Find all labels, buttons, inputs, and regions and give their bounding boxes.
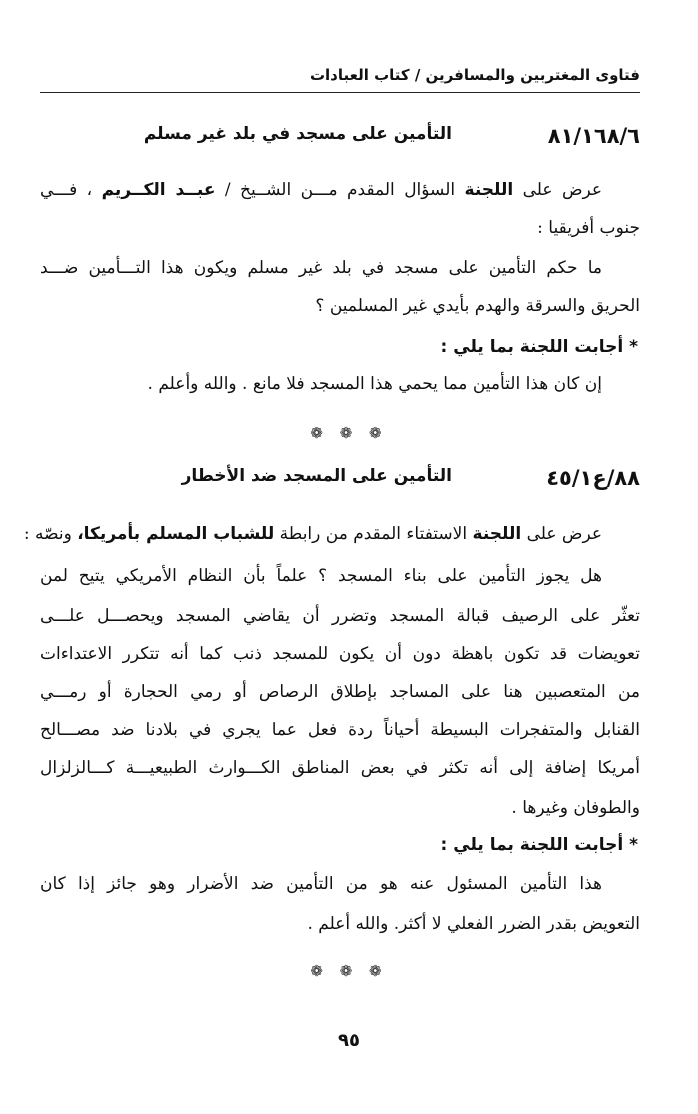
fatwa-2-title: التأمين على المسجد ضد الأخطار <box>181 466 452 486</box>
fatwa-2-question-line-4: من المتعصبين هنا على المساجد بإطلاق الرصاص أو رمي الحجارة أو رمـــي <box>40 682 640 702</box>
text-run: ، فـــي <box>40 180 93 200</box>
header-rule <box>40 92 640 93</box>
text-run: السؤال المقدم مـــن الشــيخ / <box>224 180 456 200</box>
fatwa-2-answer-heading: * أجابت اللجنة بما يلي : <box>440 835 638 855</box>
fatwa-1-question-line-1 <box>40 172 640 208</box>
fatwa-1-question-line-2: جنوب أفريقيا : <box>537 218 640 238</box>
fatwa-2-question-line-1: هل يجوز التأمين على بناء المسجد ؟ علماً بأن النظام الأمريكي يتيح لمن <box>40 566 602 586</box>
fatwa-2-ref: ٨٨/ع٤٥/١ <box>546 466 640 490</box>
fatwa-2-question-line-5: القنابل والمتفجرات البسيطة أحياناً ردة فعل عما يجري في بلادنا ضد مصـــالح <box>40 720 640 740</box>
fatwa-2-answer-line-1: هذا التأمين المسئول عنه هو من التأمين ضد الأضرار وهو جائز إذا كان <box>40 874 602 894</box>
fatwa-2-question-line-6: أمريكا إضافة إلى أنه تكثر في بعض المناطق الكـــوارث الطبيعيـــة كـــالزلزال <box>40 758 640 778</box>
page-number: ٩٥ <box>338 1030 360 1051</box>
text-run: عرض على <box>526 524 602 544</box>
fatwa-1-answer-line-1: إن كان هذا التأمين مما يحمي هذا المسجد فلا مانع . والله وأعلم . <box>147 374 602 394</box>
fatwa-1-answer-heading: * أجابت اللجنة بما يلي : <box>440 337 638 357</box>
text-run: ونصّه : <box>23 524 72 544</box>
fatwa-2-heading <box>40 466 640 500</box>
fatwa-2-question-line-7: والطوفان وغيرها . <box>511 798 640 818</box>
fatwa-1-heading <box>40 124 640 158</box>
fatwa-1-question-line-4: الحريق والسرقة والهدم بأيدي غير المسلمين ؟ <box>315 296 640 316</box>
fatwa-1-ref: ٨١/١٦٨/٦ <box>547 124 640 148</box>
section-separator: ❁ ❁ ❁ <box>310 424 388 442</box>
fatwa-2-question-line-2: تعثّر على الرصيف قبالة المسجد وتضرر أن يقاضي المسجد ويحصـــل علـــى <box>40 606 640 626</box>
organization-name: للشباب المسلم بأمريكا، <box>77 524 275 544</box>
fatwa-1-title: التأمين على مسجد في بلد غير مسلم <box>143 124 452 144</box>
text-run: عرض على <box>522 180 603 200</box>
fatwa-1-question-line-3: ما حكم التأمين على مسجد في بلد غير مسلم ويكون هذا التـــأمين ضـــد <box>40 258 602 278</box>
committee-name: اللجنة <box>464 180 514 200</box>
fatwa-2-question-line-3: تعويضات قد تكون باهظة دون أن يكون للمسجد ذنب كما أنه تتكرر الاعتداءات <box>40 644 640 664</box>
text-run: الاستفتاء المقدم من رابطة <box>279 524 468 544</box>
petitioner-name: عبــد الكــريم <box>101 180 216 200</box>
fatwa-2-intro-line <box>23 516 640 552</box>
section-separator: ❁ ❁ ❁ <box>310 962 388 980</box>
fatwa-2-answer-line-2: التعويض بقدر الضرر الفعلي لا أكثر. والله أعلم . <box>307 914 640 934</box>
committee-name: اللجنة <box>472 524 522 544</box>
running-header: فتاوى المغتربين والمسافرين / كتاب العبادات <box>309 66 640 84</box>
